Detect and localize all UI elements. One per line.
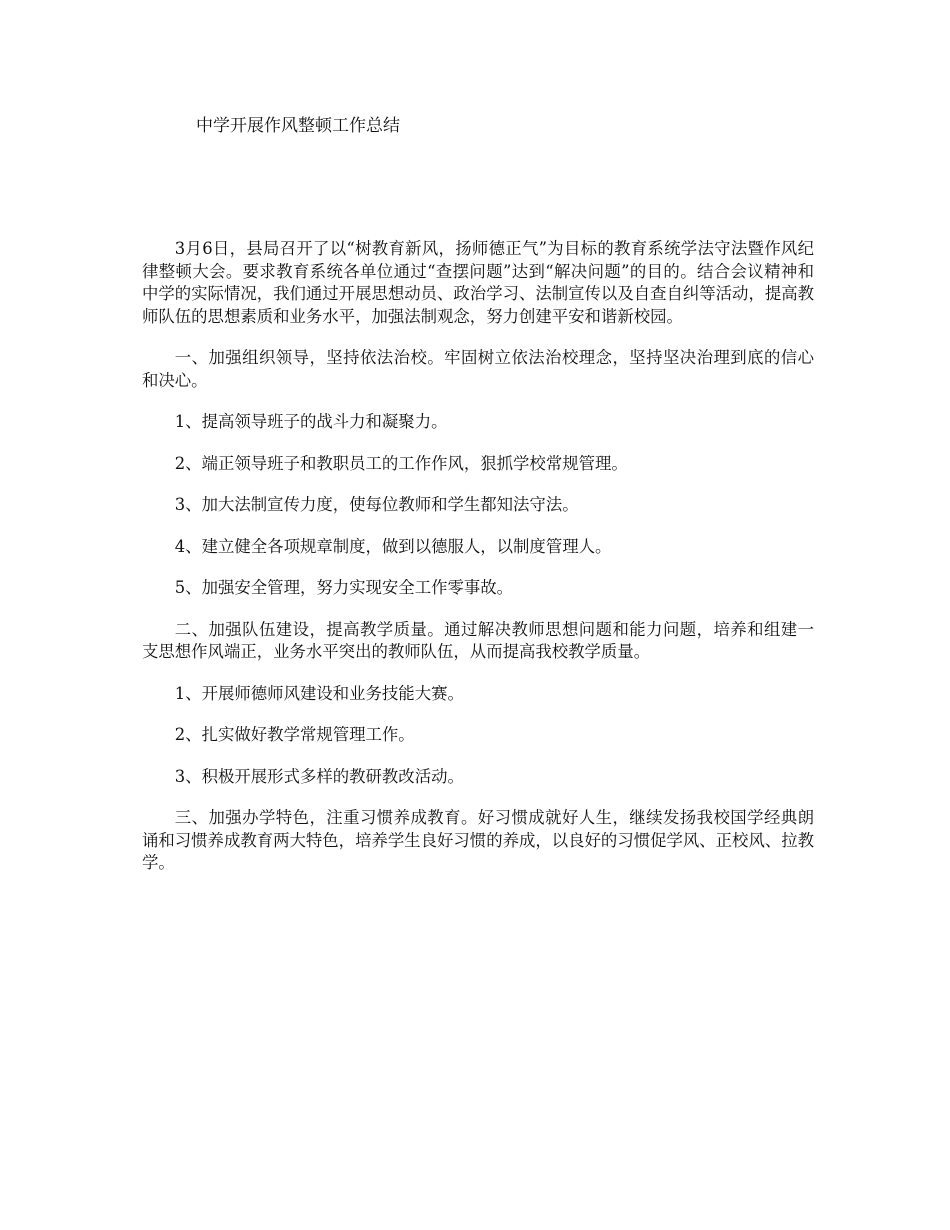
section-1-item-4: 4、建立健全各项规章制度，做到以德服人，以制度管理人。 [174, 536, 612, 556]
section-1-item-5: 5、加强安全管理，努力实现安全工作零事故。 [174, 578, 514, 597]
section-2-heading-paragraph: 二、加强队伍建设，提高教学质量。通过解决教师思想问题和能力问题，培养和组建一支思想作风端正，业务水平突出的教师队伍，从而提高我校教学质量。 [142, 619, 814, 661]
section-3-heading-paragraph: 三、加强办学特色，注重习惯养成教育。好习惯成就好人生，继续发扬我校国学经典朗诵和习惯养成教育两大特色，培养学生良好习惯的养成，以良好的习惯促学风、正校风、拉教学。 [142, 808, 815, 872]
document-body [142, 238, 814, 894]
section-1-item-3: 3、加大法制宣传力度，使每位教师和学生都知法守法。 [174, 495, 579, 514]
section-1-item-1: 1、提高领导班子的战斗力和凝聚力。 [174, 412, 448, 431]
section-1-item-2: 2、端正领导班子和教职员工的工作作风，狠抓学校常规管理。 [174, 453, 628, 473]
section-2-item-3: 3、积极开展形式多样的教研教改活动。 [174, 766, 464, 786]
section-2-item-2: 2、扎实做好教学常规管理工作。 [174, 725, 415, 744]
section-1-heading-paragraph: 一、加强组织领导，坚持依法治校。牢固树立依法治校理念，坚持坚决治理到底的信心和决心。 [142, 348, 814, 390]
document-title: 中学开展作风整顿工作总结 [196, 116, 400, 136]
intro-paragraph: 3月6日，县局召开了以“树教育新风，扬师德正气”为目标的教育系统学法守法暨作风纪律整顿大会。要求教育系统各单位通过“查摆问题”达到“解决问题”的目的。结合会议精神和中学的实际情况，我们通过开展思想动员、政治学习、法制宣传以及自查自纠等活动，提高教师队伍的思想素质和业务水平，加强法制观念，努力创建平安和谐新校园。 [142, 239, 815, 326]
section-2-item-1: 1、开展师德师风建设和业务技能大赛。 [174, 683, 464, 703]
